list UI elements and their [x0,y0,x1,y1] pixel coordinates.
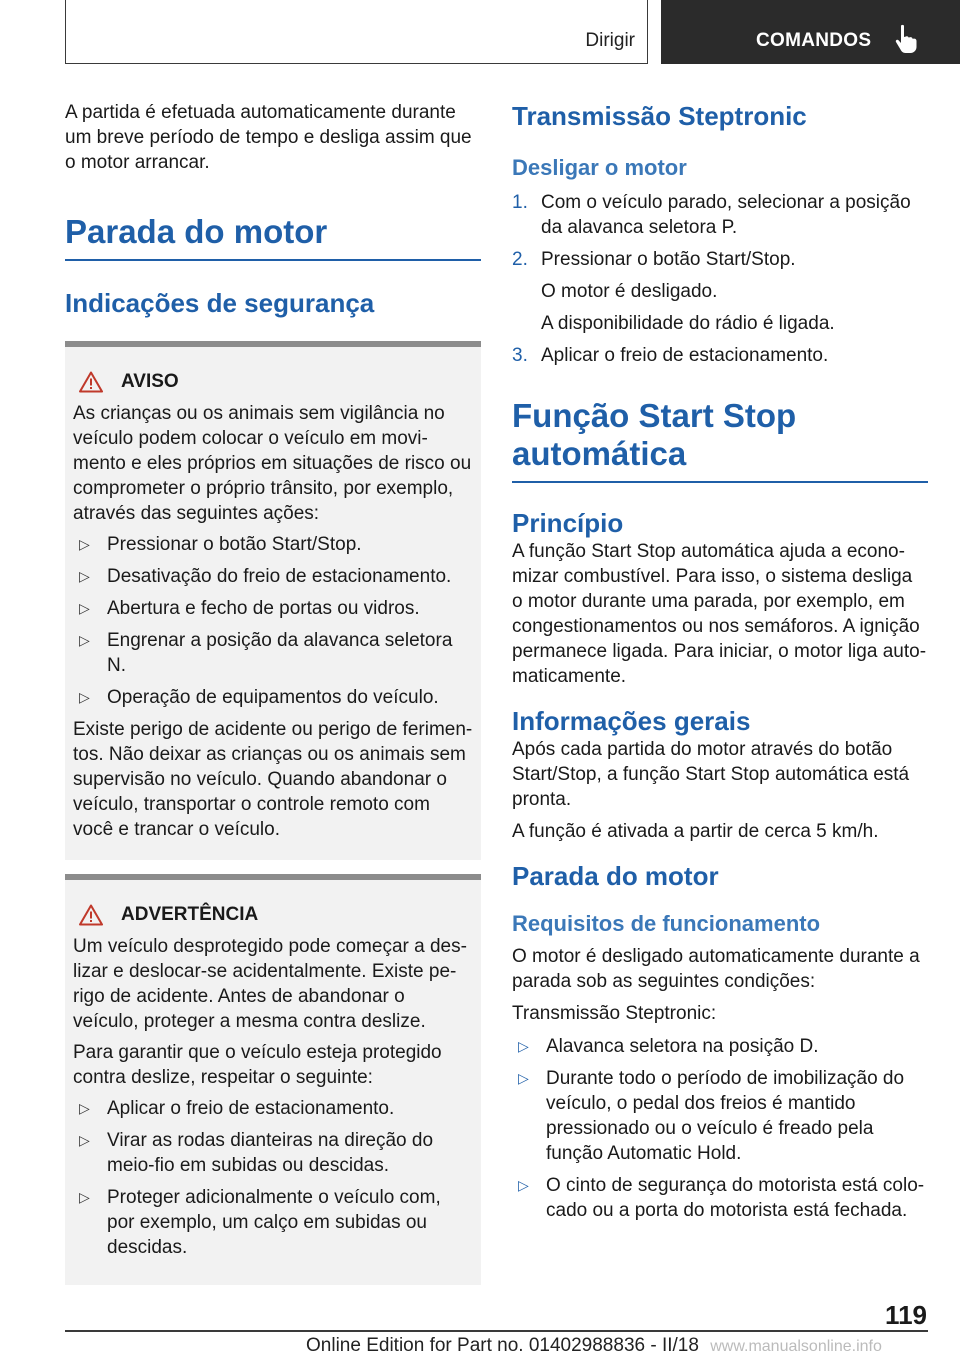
header-chapter-tab [661,0,960,64]
intro-paragraph: A partida é efetuada automaticamente durante um breve período de tempo e desliga assim que o motor arrancar. [65,102,472,173]
list-item: ▷ Aplicar o freio de estacionamento. [73,1096,473,1121]
warning-consequence-text: Existe perigo de acidente ou perigo de ferimentos. Não deixar as crianças ou os animais sem supervisão no veículo. Quando abandonar o veículo, transportar o controle remoto com você e trancar o veículo. [73,718,473,840]
principio-paragraph: A função Start Stop automática ajuda a economizar combustível. Para isso, o sistema desliga o motor durante uma parada, por exemplo, em congestionamentos ou nos semáforos. A ignição permanece ligada. Para iniciar, o motor liga automaticamente. [512,540,927,687]
header-chapter-label: COMANDOS [756,30,872,51]
right-column [512,100,928,1230]
subheading-principio: Princípio [512,507,624,538]
warning-box-advertencia [65,874,481,1285]
transmission-label: Transmissão Steptronic: [512,1002,717,1024]
requisitos-paragraph: O motor é desligado automaticamente durante a parada sob as seguintes condições: [512,945,920,992]
list-item: ▷ Durante todo o período de imobilização do veículo, o pedal dos freios é mantido pressionado ou o veículo é freado pela função Automatic Hold. [512,1066,928,1166]
subheading-requisitos: Requisitos de funcionamento [512,910,821,936]
header-section-title: Dirigir [585,30,635,51]
warning-action-list [73,532,473,710]
warning-title [73,902,473,928]
footer-edition-line [306,1335,882,1357]
step-number: 3. [512,345,528,366]
list-item: ▷ Abertura e fecho de portas ou vidros. [73,596,473,621]
list-item: ▷ O cinto de segurança do motorista está colocado ou a porta do motorista está fechada. [512,1173,928,1223]
footer-rule [65,1330,928,1332]
subheading-parada: Parada do motor [512,860,719,891]
info-paragraph: Após cada partida do motor através do botão Start/Stop, a função Start Stop automática está pronta. [512,738,910,810]
warning-title [73,369,473,395]
step-number: 1. [512,192,528,213]
section-heading-start-stop: Função Start Stop automática [512,397,797,472]
warning-text: Um veículo desprotegido pode começar a deslizar e deslocar-se acidentalmente. Existe perigo de acidente. Antes de abandonar o veículo, proteger a mesma contra deslize. [73,935,467,1032]
step-text: Com o veículo parado, selecionar a posição da alavanca seletora P. [541,192,911,238]
info-paragraph-2: A função é ativada a partir de cerca 5 km/h. [512,820,879,842]
step-number: 2. [512,249,528,270]
subheading-safety: Indicações de segurança [65,287,375,318]
section-heading-parada: Parada do motor [65,213,328,250]
warning-text-2: Para garantir que o veículo esteja protegido contra deslize, respeitar o seguinte: [73,1041,442,1088]
list-item: ▷ Pressionar o botão Start/Stop. [73,532,473,557]
warning-action-list [73,1096,473,1260]
step-result: A disponibilidade do rádio é ligada. [541,313,835,334]
header-section-box [65,0,648,64]
left-column [65,100,481,1285]
subheading-info: Informações gerais [512,705,751,736]
warning-triangle-icon [79,904,103,926]
warning-text: As crianças ou os animais sem vigilância no veículo podem colocar o veículo em movimento e eles próprios em situações de risco ou comprometer o próprio trânsito, por exemplo, através das seguintes ações: [73,402,472,524]
conditions-list [512,1034,928,1223]
subheading-steptronic: Transmissão Steptronic [512,101,807,131]
list-item: ▷ Proteger adicionalmente o veículo com, por exemplo, um calço em subidas ou descidas. [73,1185,473,1260]
step-item [512,247,928,336]
list-item: ▷ Operação de equipamentos do veículo. [73,685,473,710]
hand-pointer-icon [893,24,919,54]
subheading-desligar: Desligar o motor [512,155,687,180]
list-item: ▷ Desativação do freio de estacionamento. [73,564,473,589]
page-number: 119 [885,1300,927,1330]
list-item: ▷ Engrenar a posição da alavanca seletora N. [73,628,473,678]
steps-list [512,190,928,368]
step-item [512,190,928,240]
warning-triangle-icon [79,371,103,393]
list-item: ▷ Alavanca seletora na posição D. [512,1034,928,1059]
warning-label: AVISO [121,370,179,392]
warning-label: ADVERTÊNCIA [121,903,259,925]
step-text: Pressionar o botão Start/Stop. [541,249,796,270]
step-item [512,343,928,368]
footer-edition: Online Edition for Part no. 01402988836 - II/18 [306,1335,699,1356]
list-item: ▷ Virar as rodas dianteiras na direção do meio-fio em subidas ou descidas. [73,1128,473,1178]
footer-watermark: www.manualsonline.info [710,1338,882,1355]
warning-box-aviso [65,341,481,860]
step-text: Aplicar o freio de estacionamento. [541,345,829,366]
step-result: O motor é desligado. [541,281,718,302]
